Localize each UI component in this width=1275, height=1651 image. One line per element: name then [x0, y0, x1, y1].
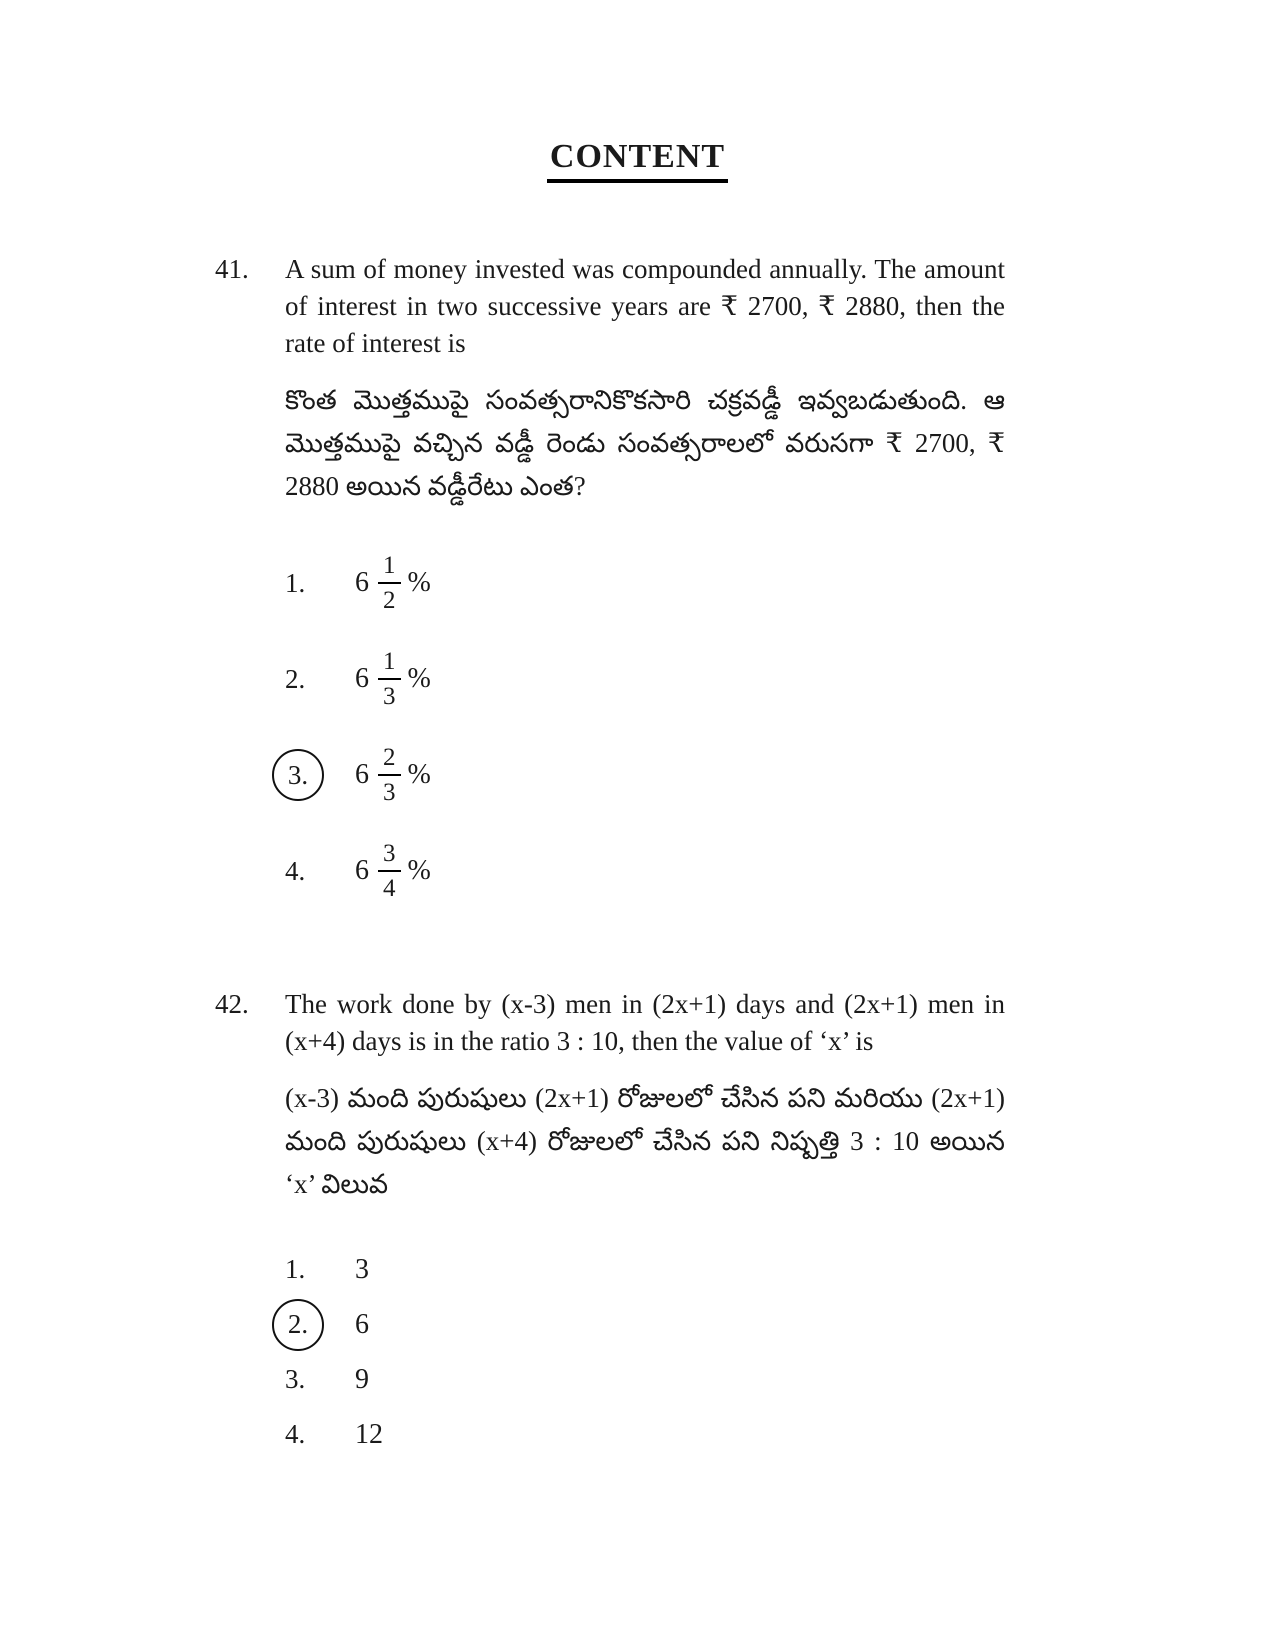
option-row	[285, 640, 1005, 718]
fraction	[378, 552, 401, 615]
option-label-box	[285, 1299, 355, 1351]
page-header	[0, 0, 1275, 183]
fraction-denominator: 3	[383, 683, 396, 710]
option-label-box	[285, 749, 355, 801]
option-value	[355, 648, 431, 711]
option-value: 3	[355, 1253, 369, 1285]
options-list	[285, 1242, 1005, 1462]
option-label-box	[285, 557, 355, 609]
fraction-numerator: 2	[378, 744, 401, 777]
mixed-number-whole: 6	[355, 663, 369, 694]
percent-sign: %	[407, 567, 431, 598]
option-label-box	[285, 653, 355, 705]
option-label-answer-circle: 3.	[272, 749, 324, 801]
question-42	[215, 986, 1005, 1462]
question-text-english: The work done by (x-3) men in (2x+1) days and (2x+1) men in (x+4) days is in the ratio 3 : 10, then the value of ‘x’ is	[285, 989, 1005, 1056]
option-row-selected-answer	[285, 1297, 1005, 1352]
option-label-answer-circle: 2.	[272, 1299, 324, 1351]
option-label: 4.	[285, 855, 306, 886]
option-label: 3.	[285, 1364, 306, 1394]
option-row	[285, 832, 1005, 910]
option-value: 9	[355, 1363, 369, 1395]
option-label: 1.	[285, 1254, 306, 1284]
fraction-numerator: 3	[378, 840, 401, 873]
question-text-english: A sum of money invested was compounded annually. The amount of interest in two successive years are ₹ 2700, ₹ 2880, then the rate of interest is	[285, 254, 1005, 358]
mixed-number-whole: 6	[355, 567, 369, 598]
option-row	[285, 1407, 1005, 1462]
option-value: 12	[355, 1418, 383, 1450]
option-label-box	[285, 1409, 355, 1461]
fraction-denominator: 2	[383, 587, 396, 614]
option-row	[285, 1242, 1005, 1297]
option-label-box	[285, 1354, 355, 1406]
fraction-numerator: 1	[378, 648, 401, 681]
percent-sign: %	[407, 759, 431, 790]
options-list	[285, 544, 1005, 910]
question-body	[285, 986, 1005, 1462]
option-value	[355, 552, 431, 615]
questions-container	[215, 251, 1005, 1462]
question-41	[215, 251, 1005, 928]
option-value	[355, 840, 431, 903]
fraction	[378, 840, 401, 903]
option-label: 2.	[285, 663, 306, 694]
question-number: 42.	[215, 989, 249, 1019]
option-value	[355, 744, 431, 807]
mixed-number-whole: 6	[355, 759, 369, 790]
mixed-number-whole: 6	[355, 855, 369, 886]
option-row	[285, 544, 1005, 622]
question-body	[285, 251, 1005, 928]
fraction	[378, 744, 401, 807]
fraction-denominator: 4	[383, 875, 396, 902]
question-text-telugu: కొంత మొత్తముపై సంవత్సరానికొకసారి చక్రవడ్డీ ఇవ్వబడుతుంది. ఆ మొత్తముపై వచ్చిన వడ్డీ రెండు సంవత్సరాలలో వరుసగా ₹ 2700, ₹ 2880 అయిన వడ్డీరేటు ఎంత?	[285, 385, 1005, 501]
page-title: CONTENT	[547, 138, 728, 183]
option-row-selected-answer	[285, 736, 1005, 814]
option-label: 1.	[285, 567, 306, 598]
option-value: 6	[355, 1308, 369, 1340]
fraction-numerator: 1	[378, 552, 401, 585]
question-text-telugu: (x-3) మంది పురుషులు (2x+1) రోజులలో చేసిన పని మరియు (2x+1) మంది పురుషులు (x+4) రోజులలో చేసిన పని నిష్పత్తి 3 : 10 అయిన ‘x’ విలువ	[285, 1083, 1005, 1199]
option-label-box	[285, 845, 355, 897]
fraction	[378, 648, 401, 711]
percent-sign: %	[407, 663, 431, 694]
question-number: 41.	[215, 254, 249, 284]
option-label-box	[285, 1244, 355, 1296]
percent-sign: %	[407, 855, 431, 886]
option-label: 4.	[285, 1419, 306, 1449]
fraction-denominator: 3	[383, 779, 396, 806]
option-row	[285, 1352, 1005, 1407]
